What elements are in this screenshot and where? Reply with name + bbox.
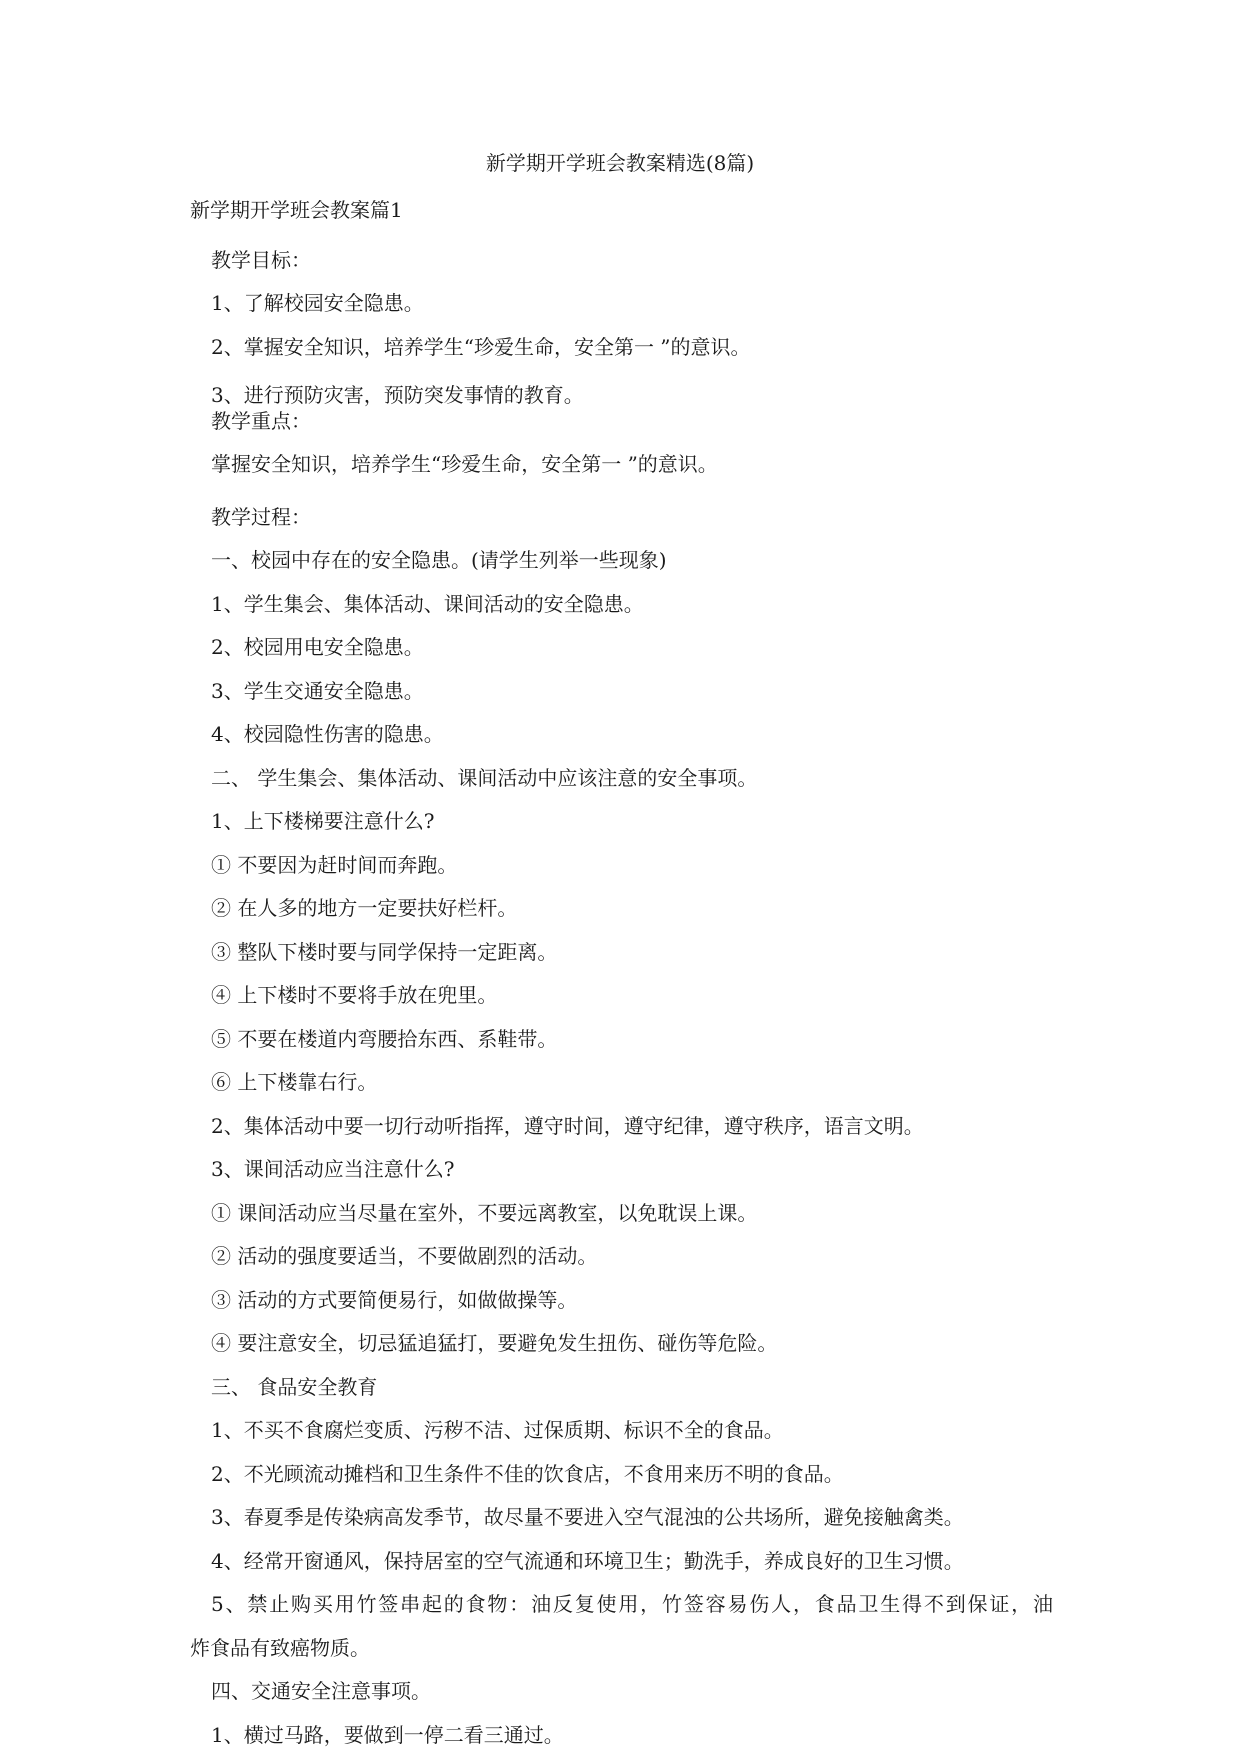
- list-item: ① 课间活动应当尽量在室外，不要远离教室，以免耽误上课。: [211, 1201, 758, 1225]
- list-item: 1、不买不食腐烂变质、污秽不洁、过保质期、标识不全的食品。: [211, 1418, 784, 1442]
- paragraph: 三、 食品安全教育: [211, 1375, 378, 1399]
- paragraph: 3、进行预防灾害，预防突发事情的教育。: [211, 383, 584, 407]
- list-item: ① 不要因为赶时间而奔跑。: [211, 853, 458, 877]
- list-item: ⑥ 上下楼靠右行。: [211, 1070, 378, 1094]
- paragraph: 二、 学生集会、集体活动、课间活动中应该注意的安全事项。: [211, 766, 758, 790]
- list-item: 5、禁止购买用竹签串起的食物：油反复使用，竹签容易伤人，食品卫生得不到保证，油: [211, 1592, 1053, 1616]
- paragraph: 2、集体活动中要一切行动听指挥，遵守时间，遵守纪律，遵守秩序，语言文明。: [211, 1114, 924, 1138]
- list-item: ② 活动的强度要适当，不要做剧烈的活动。: [211, 1244, 598, 1268]
- list-item: 1、上下楼梯要注意什么?: [211, 809, 435, 833]
- paragraph: 掌握安全知识，培养学生“珍爱生命，安全第一 ”的意识。: [211, 452, 718, 476]
- paragraph: 四、交通安全注意事项。: [211, 1679, 431, 1703]
- list-item: ⑤ 不要在楼道内弯腰拾东西、系鞋带。: [211, 1027, 558, 1051]
- list-item: ③ 活动的方式要简便易行，如做做操等。: [211, 1288, 578, 1312]
- heading-teaching-goals: 教学目标：: [211, 248, 311, 272]
- list-item: 4、经常开窗通风，保持居室的空气流通和环境卫生；勤洗手，养成良好的卫生习惯。: [211, 1549, 964, 1573]
- list-item: 2、校园用电安全隐患。: [211, 635, 424, 659]
- list-item: ④ 上下楼时不要将手放在兜里。: [211, 983, 498, 1007]
- paragraph-continuation: 炸食品有致癌物质。: [190, 1636, 370, 1660]
- list-item: 1、学生集会、集体活动、课间活动的安全隐患。: [211, 592, 644, 616]
- document-title: 新学期开学班会教案精选(8篇): [485, 151, 755, 175]
- heading-teaching-focus: 教学重点：: [211, 409, 311, 433]
- paragraph: 1、了解校园安全隐患。: [211, 291, 424, 315]
- section-title: 新学期开学班会教案篇1: [190, 198, 403, 222]
- list-item: 3、春夏季是传染病高发季节，故尽量不要进入空气混浊的公共场所，避免接触禽类。: [211, 1505, 964, 1529]
- heading-teaching-process: 教学过程：: [211, 505, 311, 529]
- paragraph: 2、掌握安全知识，培养学生“珍爱生命，安全第一 ”的意识。: [211, 335, 751, 359]
- list-item: ③ 整队下楼时要与同学保持一定距离。: [211, 940, 558, 964]
- list-item: 2、不光顾流动摊档和卫生条件不佳的饮食店，不食用来历不明的食品。: [211, 1462, 844, 1486]
- list-item: 4、校园隐性伤害的隐患。: [211, 722, 444, 746]
- list-item: ② 在人多的地方一定要扶好栏杆。: [211, 896, 518, 920]
- paragraph: 一、校园中存在的安全隐患。(请学生列举一些现象): [211, 548, 667, 572]
- list-item: 1、横过马路，要做到一停二看三通过。: [211, 1723, 564, 1747]
- list-item: ④ 要注意安全，切忌猛追猛打，要避免发生扭伤、碰伤等危险。: [211, 1331, 778, 1355]
- list-item: 3、学生交通安全隐患。: [211, 679, 424, 703]
- list-item: 3、课间活动应当注意什么?: [211, 1157, 455, 1181]
